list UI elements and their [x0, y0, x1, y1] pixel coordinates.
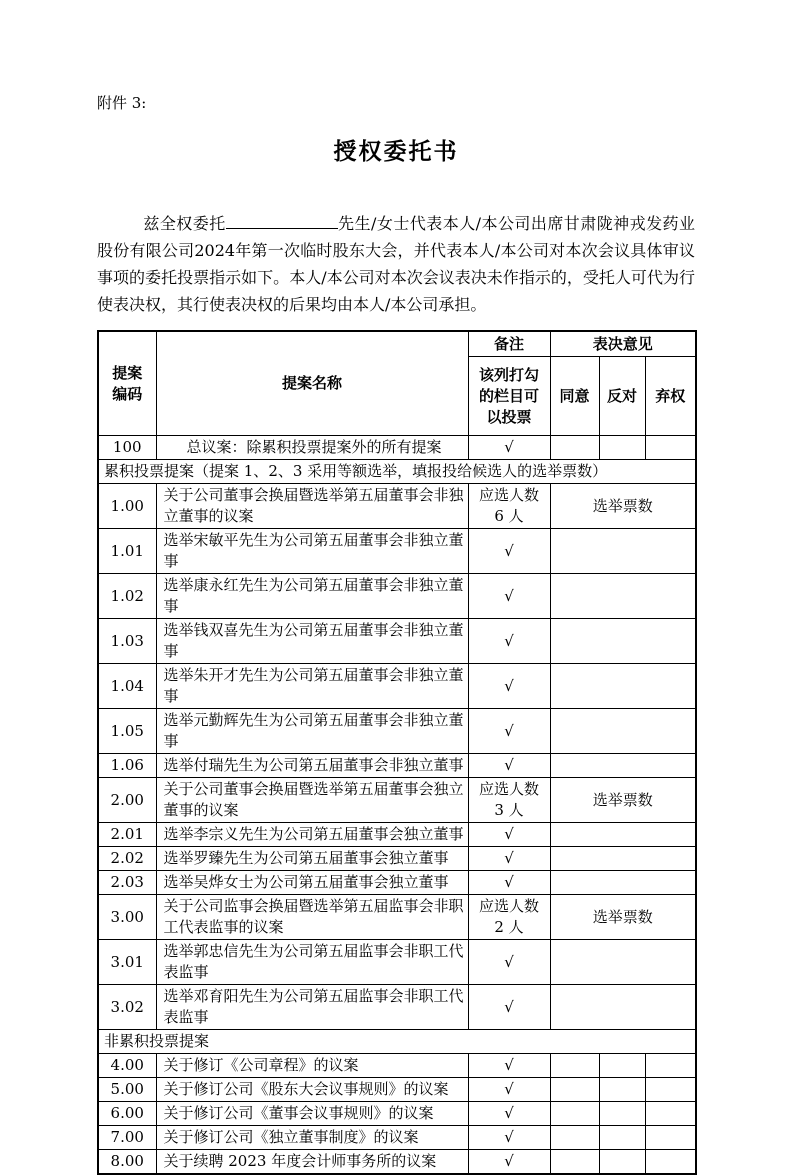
proposal-code-cell: 1.04 [98, 664, 156, 709]
proposal-row [98, 1054, 696, 1078]
proposal-name-cell: 关于续聘 2023 年度会计师事务所的议案 [156, 1150, 468, 1175]
election-votes-cell [550, 847, 696, 871]
vote-abstain-cell [645, 1054, 696, 1078]
checkmark-cell: √ [468, 847, 550, 871]
column-header-remark: 备注 [468, 331, 550, 357]
proposal-code-cell: 7.00 [98, 1126, 156, 1150]
proposal-row [98, 619, 696, 664]
column-header-proposal-name: 提案名称 [156, 331, 468, 436]
proposal-row [98, 895, 696, 940]
proxy-voting-table [97, 330, 697, 1175]
election-votes-cell [550, 871, 696, 895]
election-votes-cell: 选举票数 [550, 895, 696, 940]
proposal-name-cell: 选举钱双喜先生为公司第五届董事会非独立董事 [156, 619, 468, 664]
proposal-code-cell: 1.02 [98, 574, 156, 619]
checkmark-cell: √ [468, 871, 550, 895]
proposal-row [98, 664, 696, 709]
proposal-code-cell: 2.03 [98, 871, 156, 895]
remark-line: 应选人数 [478, 897, 539, 915]
proposal-code-cell: 6.00 [98, 1102, 156, 1126]
section-row [98, 460, 696, 484]
intro-paragraph [97, 210, 695, 318]
proposal-code-cell: 3.01 [98, 940, 156, 985]
page-title: 授权委托书 [333, 138, 459, 165]
proposal-name-cell: 关于修订《公司章程》的议案 [156, 1054, 468, 1078]
proposal-name-cell: 选举罗臻先生为公司第五届董事会独立董事 [156, 847, 468, 871]
proposal-name-cell: 关于修订公司《独立董事制度》的议案 [156, 1126, 468, 1150]
proposal-row [98, 823, 696, 847]
proposal-row [98, 1126, 696, 1150]
proposal-name-cell: 总议案：除累积投票提案外的所有提案 [156, 436, 468, 460]
checkmark-cell: √ [468, 1102, 550, 1126]
proposal-code-cell: 1.01 [98, 529, 156, 574]
proposal-code-cell: 1.05 [98, 709, 156, 754]
section-label: 累积投票提案（提案 1、2、3 采用等额选举，填报投给候选人的选举票数） [98, 460, 696, 484]
vote-abstain-cell [645, 1126, 696, 1150]
proposal-name-cell: 选举吴烨女士为公司第五届董事会独立董事 [156, 871, 468, 895]
election-votes-cell [550, 754, 696, 778]
proposal-code-cell: 100 [98, 436, 156, 460]
checkmark-cell: √ [468, 664, 550, 709]
column-header-abstain: 弃权 [645, 357, 696, 436]
proposal-name-cell: 关于公司董事会换届暨选举第五届董事会独立董事的议案 [156, 778, 468, 823]
checkmark-cell: √ [468, 1078, 550, 1102]
proposal-code-cell: 4.00 [98, 1054, 156, 1078]
election-votes-cell [550, 619, 696, 664]
vote-against-cell [599, 1150, 645, 1175]
proposal-code-cell: 8.00 [98, 1150, 156, 1175]
column-header-against: 反对 [599, 357, 645, 436]
proposal-row [98, 1078, 696, 1102]
proposal-name-cell: 选举李宗义先生为公司第五届董事会独立董事 [156, 823, 468, 847]
proposal-code-cell: 3.02 [98, 985, 156, 1030]
proposal-name-cell: 选举邓育阳先生为公司第五届监事会非职工代表监事 [156, 985, 468, 1030]
election-votes-cell [550, 940, 696, 985]
proposal-code-cell: 1.03 [98, 619, 156, 664]
vote-abstain-cell [645, 436, 696, 460]
proposal-name-cell: 选举郭忠信先生为公司第五届监事会非职工代表监事 [156, 940, 468, 985]
proposal-name-cell: 选举元勤辉先生为公司第五届董事会非独立董事 [156, 709, 468, 754]
remark-cell [468, 895, 550, 940]
proposal-row [98, 436, 696, 460]
column-header-agree: 同意 [550, 357, 599, 436]
checkmark-cell: √ [468, 574, 550, 619]
vote-abstain-cell [645, 1150, 696, 1175]
remark-line: 应选人数 [478, 780, 539, 798]
table-body [98, 436, 696, 1175]
vote-against-cell [599, 436, 645, 460]
election-votes-cell: 选举票数 [550, 778, 696, 823]
vote-against-cell [599, 1078, 645, 1102]
proposal-name-cell: 选举付瑞先生为公司第五届董事会非独立董事 [156, 754, 468, 778]
proposal-name-cell: 关于公司董事会换届暨选举第五届董事会非独立董事的议案 [156, 484, 468, 529]
column-header-proposal-code: 提案编码 [98, 331, 156, 436]
proposal-name-cell: 关于修订公司《董事会议事规则》的议案 [156, 1102, 468, 1126]
checkmark-cell: √ [468, 1150, 550, 1175]
checkmark-cell: √ [468, 709, 550, 754]
proposal-name-cell: 关于修订公司《股东大会议事规则》的议案 [156, 1078, 468, 1102]
intro-text-before: 兹全权委托 [143, 214, 226, 233]
proposal-code-cell: 3.00 [98, 895, 156, 940]
proposal-row [98, 574, 696, 619]
proposal-code-cell: 2.01 [98, 823, 156, 847]
proposal-row [98, 754, 696, 778]
proposal-row [98, 529, 696, 574]
vote-agree-cell [550, 1078, 599, 1102]
checkmark-cell: √ [468, 529, 550, 574]
election-votes-cell: 选举票数 [550, 484, 696, 529]
vote-agree-cell [550, 1126, 599, 1150]
proposal-code-cell: 2.00 [98, 778, 156, 823]
proposal-code-cell: 1.06 [98, 754, 156, 778]
remark-line: 3 人 [494, 801, 524, 819]
proposal-name-cell: 选举朱开才先生为公司第五届董事会非独立董事 [156, 664, 468, 709]
checkmark-cell: √ [468, 1054, 550, 1078]
section-label: 非累积投票提案 [98, 1030, 696, 1054]
proposal-row [98, 484, 696, 529]
intro-text-after: 先生/女士代表本人/本公司出席甘肃陇神戎发药业股份有限公司2024年第一次临时股东大会，并代表本人/本公司对本次会议具体审议事项的委托投票指示如下。本人/本公司对本次会议表决未作指示的，受托人可代为行使表决权，其行使表决权的后果均由本人/本公司承担。 [97, 214, 695, 314]
vote-agree-cell [550, 1150, 599, 1175]
checkmark-cell: √ [468, 754, 550, 778]
vote-against-cell [599, 1126, 645, 1150]
remark-line: 6 人 [494, 507, 524, 525]
election-votes-cell [550, 823, 696, 847]
proposal-name-cell: 选举康永红先生为公司第五届董事会非独立董事 [156, 574, 468, 619]
election-votes-cell [550, 529, 696, 574]
proposal-code-cell: 5.00 [98, 1078, 156, 1102]
proposal-name-cell: 关于公司监事会换届暨选举第五届监事会非职工代表监事的议案 [156, 895, 468, 940]
election-votes-cell [550, 709, 696, 754]
attachment-label: 附件 3: [97, 94, 147, 112]
checkmark-cell: √ [468, 1126, 550, 1150]
checkmark-cell: √ [468, 436, 550, 460]
checkmark-cell: √ [468, 940, 550, 985]
checkmark-cell: √ [468, 619, 550, 664]
remark-line: 2 人 [494, 918, 524, 936]
checkmark-cell: √ [468, 823, 550, 847]
election-votes-cell [550, 664, 696, 709]
proposal-row [98, 1150, 696, 1175]
remark-cell [468, 484, 550, 529]
vote-against-cell [599, 1054, 645, 1078]
proposal-row [98, 871, 696, 895]
proposal-row [98, 709, 696, 754]
remark-line: 应选人数 [478, 486, 539, 504]
proposal-row [98, 985, 696, 1030]
proposal-code-cell: 2.02 [98, 847, 156, 871]
remark-cell [468, 778, 550, 823]
proposal-row [98, 778, 696, 823]
column-header-vote-opinion: 表决意见 [550, 331, 696, 357]
table-header-row-1 [98, 331, 696, 357]
section-row [98, 1030, 696, 1054]
vote-agree-cell [550, 436, 599, 460]
delegate-name-blank [226, 214, 338, 229]
election-votes-cell [550, 574, 696, 619]
column-header-remark-note: 该列打勾的栏目可以投票 [468, 357, 550, 436]
election-votes-cell [550, 985, 696, 1030]
proposal-code-cell: 1.00 [98, 484, 156, 529]
vote-agree-cell [550, 1054, 599, 1078]
proposal-name-cell: 选举宋敏平先生为公司第五届董事会非独立董事 [156, 529, 468, 574]
checkmark-cell: √ [468, 985, 550, 1030]
proposal-row [98, 940, 696, 985]
document-page [97, 92, 695, 1175]
proposal-row [98, 847, 696, 871]
vote-abstain-cell [645, 1078, 696, 1102]
